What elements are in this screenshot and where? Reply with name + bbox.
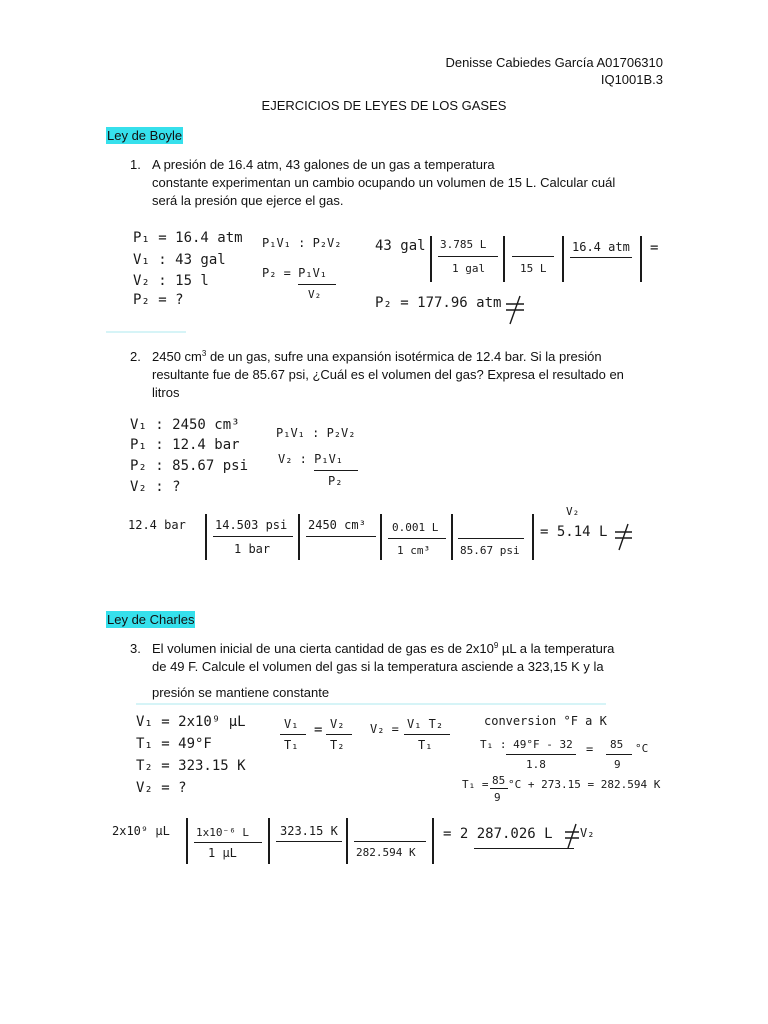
problem-2-line-1 bbox=[152, 348, 670, 366]
p3-result-mark-icon bbox=[562, 820, 582, 852]
p3-conversion-step1-den: 1.8 bbox=[526, 758, 546, 771]
p2-fraction-line bbox=[314, 470, 358, 471]
p1-solve-p2: P₂ = P₁V₁ bbox=[262, 266, 328, 280]
p1-conversion-start: 43 gal bbox=[375, 238, 426, 254]
p3-divider bbox=[346, 818, 348, 864]
p2-given-v1: V₁ : 2450 cm³ bbox=[130, 417, 240, 433]
course-code: IQ1001B.3 bbox=[600, 72, 663, 87]
p2-divider bbox=[380, 514, 382, 560]
p2-solve-denominator: P₂ bbox=[328, 474, 343, 488]
p2-result-label: V₂ bbox=[566, 505, 580, 518]
p1-fraction-line bbox=[512, 256, 554, 257]
p1-equals: = bbox=[650, 240, 659, 256]
p1-factor2-den: 15 L bbox=[520, 262, 547, 275]
section-heading-charles: Ley de Charles bbox=[107, 612, 195, 627]
problem-1-number: 1. bbox=[130, 157, 141, 172]
p3-conversion-step2-b: °C + 273.15 = 282.594 K bbox=[508, 778, 661, 791]
p1-divider bbox=[562, 236, 564, 282]
p1-divider bbox=[503, 236, 505, 282]
p2-divider bbox=[532, 514, 534, 560]
p3-law-equals: = bbox=[314, 722, 323, 738]
p2-fraction-line bbox=[306, 536, 376, 537]
p2-given-p1: P₁ : 12.4 bar bbox=[130, 437, 240, 453]
p3-conversion-unit: °C bbox=[635, 742, 649, 755]
p1-given-v1: V₁ : 43 gal bbox=[133, 252, 226, 268]
p3-fraction-line bbox=[326, 734, 352, 735]
p2-divider bbox=[205, 514, 207, 560]
p1-boyle-equation: P₁V₁ : P₂V₂ bbox=[262, 236, 342, 250]
p3-conversion-step2-a: T₁ = bbox=[462, 778, 489, 791]
problem-1-line-2: constante experimentan un cambio ocupando un volumen de 15 L. Calcular cuál bbox=[152, 175, 616, 190]
problem-3-text-b: µL a la temperatura bbox=[498, 641, 615, 656]
p2-divider bbox=[451, 514, 453, 560]
problem-3-line-3: presión se mantiene constante bbox=[152, 685, 330, 700]
p3-conversion-equals: = bbox=[586, 742, 594, 756]
problem-2-number: 2. bbox=[130, 349, 141, 364]
p3-conversion-result-num: 85 bbox=[610, 738, 624, 751]
problem-1-line-1: A presión de 16.4 atm, 43 galones de un gas a temperatura bbox=[152, 157, 495, 172]
p3-solve-num: V₁ T₂ bbox=[407, 717, 444, 731]
p3-fraction-line bbox=[194, 842, 262, 843]
p3-law-t2: T₂ bbox=[330, 738, 345, 752]
p1-divider bbox=[640, 236, 642, 282]
p2-result-mark-icon bbox=[612, 520, 636, 554]
p3-factor1-num: 1x10⁻⁶ L bbox=[196, 826, 249, 839]
problem-1-statement bbox=[130, 156, 670, 210]
p2-fraction-line bbox=[388, 538, 446, 539]
p2-divider bbox=[298, 514, 300, 560]
p3-law-v2: V₂ bbox=[330, 717, 345, 731]
p1-highlight-remnant bbox=[106, 331, 186, 333]
p1-factor1-num: 3.785 L bbox=[440, 238, 487, 251]
problem-2-text-b: de un gas, sufre una expansión isotérmica de 12.4 bar. Si la presión bbox=[206, 349, 602, 364]
p2-factor3-num: 0.001 L bbox=[392, 521, 439, 534]
problem-3-text-a: El volumen inicial de una cierta cantidad de gas es de 2x10 bbox=[152, 641, 494, 656]
p3-fraction-line bbox=[404, 734, 450, 735]
p2-given-v2: V₂ : ? bbox=[130, 479, 181, 495]
problem-1-line-3: será la presión que ejerce el gas. bbox=[152, 193, 344, 208]
p1-fraction-line bbox=[298, 284, 336, 285]
p3-fraction-line bbox=[280, 734, 306, 735]
p3-divider bbox=[432, 818, 434, 864]
p3-result: = 2 287.026 L bbox=[443, 826, 553, 842]
p2-fraction-line bbox=[458, 538, 524, 539]
p3-given-t1: T₁ = 49°F bbox=[136, 736, 212, 752]
p1-given-p1: P₁ = 16.4 atm bbox=[133, 230, 243, 246]
problem-3-line-2: de 49 F. Calcule el volumen del gas si la temperatura asciende a 323,15 K y la bbox=[152, 659, 604, 674]
p3-factor1-den: 1 µL bbox=[208, 846, 237, 860]
p2-factor1-den: 1 bar bbox=[234, 542, 271, 556]
p1-result: P₂ = 177.96 atm bbox=[375, 295, 502, 311]
p3-law-v1: V₁ bbox=[284, 717, 299, 731]
p2-result: = 5.14 L bbox=[540, 524, 608, 540]
p3-result-underline bbox=[474, 848, 574, 849]
p3-divider bbox=[268, 818, 270, 864]
p2-factor3-den: 1 cm³ bbox=[397, 544, 431, 557]
p2-conversion-start: 12.4 bar bbox=[128, 518, 186, 532]
p2-factor1-num: 14.503 psi bbox=[215, 518, 288, 532]
p3-conversion-start: 2x10⁹ µL bbox=[112, 824, 170, 838]
problem-3-line-1 bbox=[152, 640, 670, 658]
problem-3-superscript: 9 bbox=[493, 641, 499, 650]
p3-factor2-num: 323.15 K bbox=[280, 824, 338, 838]
p3-given-v2: V₂ = ? bbox=[136, 780, 187, 796]
problem-2-line-3: litros bbox=[152, 385, 180, 400]
p2-boyle-equation: P₁V₁ : P₂V₂ bbox=[276, 426, 356, 440]
p3-given-t2: T₂ = 323.15 K bbox=[136, 758, 246, 774]
p3-fraction-line bbox=[606, 754, 632, 755]
p3-divider bbox=[186, 818, 188, 864]
p1-fraction-line bbox=[438, 256, 498, 257]
p1-given-v2: V₂ : 15 l bbox=[133, 273, 209, 289]
p1-given-p2: P₂ = ? bbox=[133, 292, 184, 308]
p1-factor1-den: 1 gal bbox=[452, 262, 486, 275]
p3-fraction-line bbox=[276, 841, 342, 842]
p3-factor3-den: 282.594 K bbox=[356, 846, 416, 859]
p3-conversion-step2-num: 85 bbox=[492, 774, 506, 787]
p3-fraction-line bbox=[354, 841, 426, 842]
author-line: Denisse Cabiedes García A01706310 bbox=[445, 55, 663, 70]
problem-3-number: 3. bbox=[130, 641, 141, 656]
p3-law-t1: T₁ bbox=[284, 738, 299, 752]
p3-solve-den: T₁ bbox=[418, 738, 433, 752]
p2-fraction-line bbox=[213, 536, 293, 537]
p3-fraction-line bbox=[490, 788, 508, 789]
p3-conversion-title: conversion °F a K bbox=[484, 714, 607, 728]
problem-3-statement bbox=[130, 640, 670, 702]
p3-fraction-line bbox=[506, 754, 576, 755]
problem-2-superscript: 3 bbox=[201, 349, 207, 358]
p3-solve-lhs: V₂ = bbox=[370, 722, 399, 736]
problem-2-text-a: 2450 cm bbox=[152, 349, 202, 364]
problem-2-statement bbox=[130, 348, 670, 402]
p1-result-mark-icon bbox=[502, 290, 528, 330]
p2-factor2-num: 2450 cm³ bbox=[308, 518, 366, 532]
p1-factor3-num: 16.4 atm bbox=[572, 240, 630, 254]
p3-given-v1: V₁ = 2x10⁹ µL bbox=[136, 714, 246, 730]
section-heading-boyle: Ley de Boyle bbox=[107, 128, 183, 143]
p2-given-p2: P₂ : 85.67 psi bbox=[130, 458, 249, 474]
p1-fraction-line bbox=[570, 257, 632, 258]
p3-conversion-result-den: 9 bbox=[614, 758, 621, 771]
p3-highlight-remnant bbox=[136, 703, 606, 705]
p3-result-label: V₂ bbox=[580, 826, 595, 840]
p2-solve-v2: V₂ : P₁V₁ bbox=[278, 452, 344, 466]
p3-conversion-step1: T₁ : 49°F - 32 bbox=[480, 738, 573, 751]
problem-2-line-2: resultante fue de 85.67 psi, ¿Cuál es el volumen del gas? Expresa el resultado en bbox=[152, 367, 624, 382]
p1-divider bbox=[430, 236, 432, 282]
page-title: EJERCICIOS DE LEYES DE LOS GASES bbox=[261, 98, 507, 113]
p2-factor4-den: 85.67 psi bbox=[460, 544, 520, 557]
p1-solve-denominator: V₂ bbox=[308, 288, 322, 301]
p3-conversion-step2-den: 9 bbox=[494, 791, 501, 804]
